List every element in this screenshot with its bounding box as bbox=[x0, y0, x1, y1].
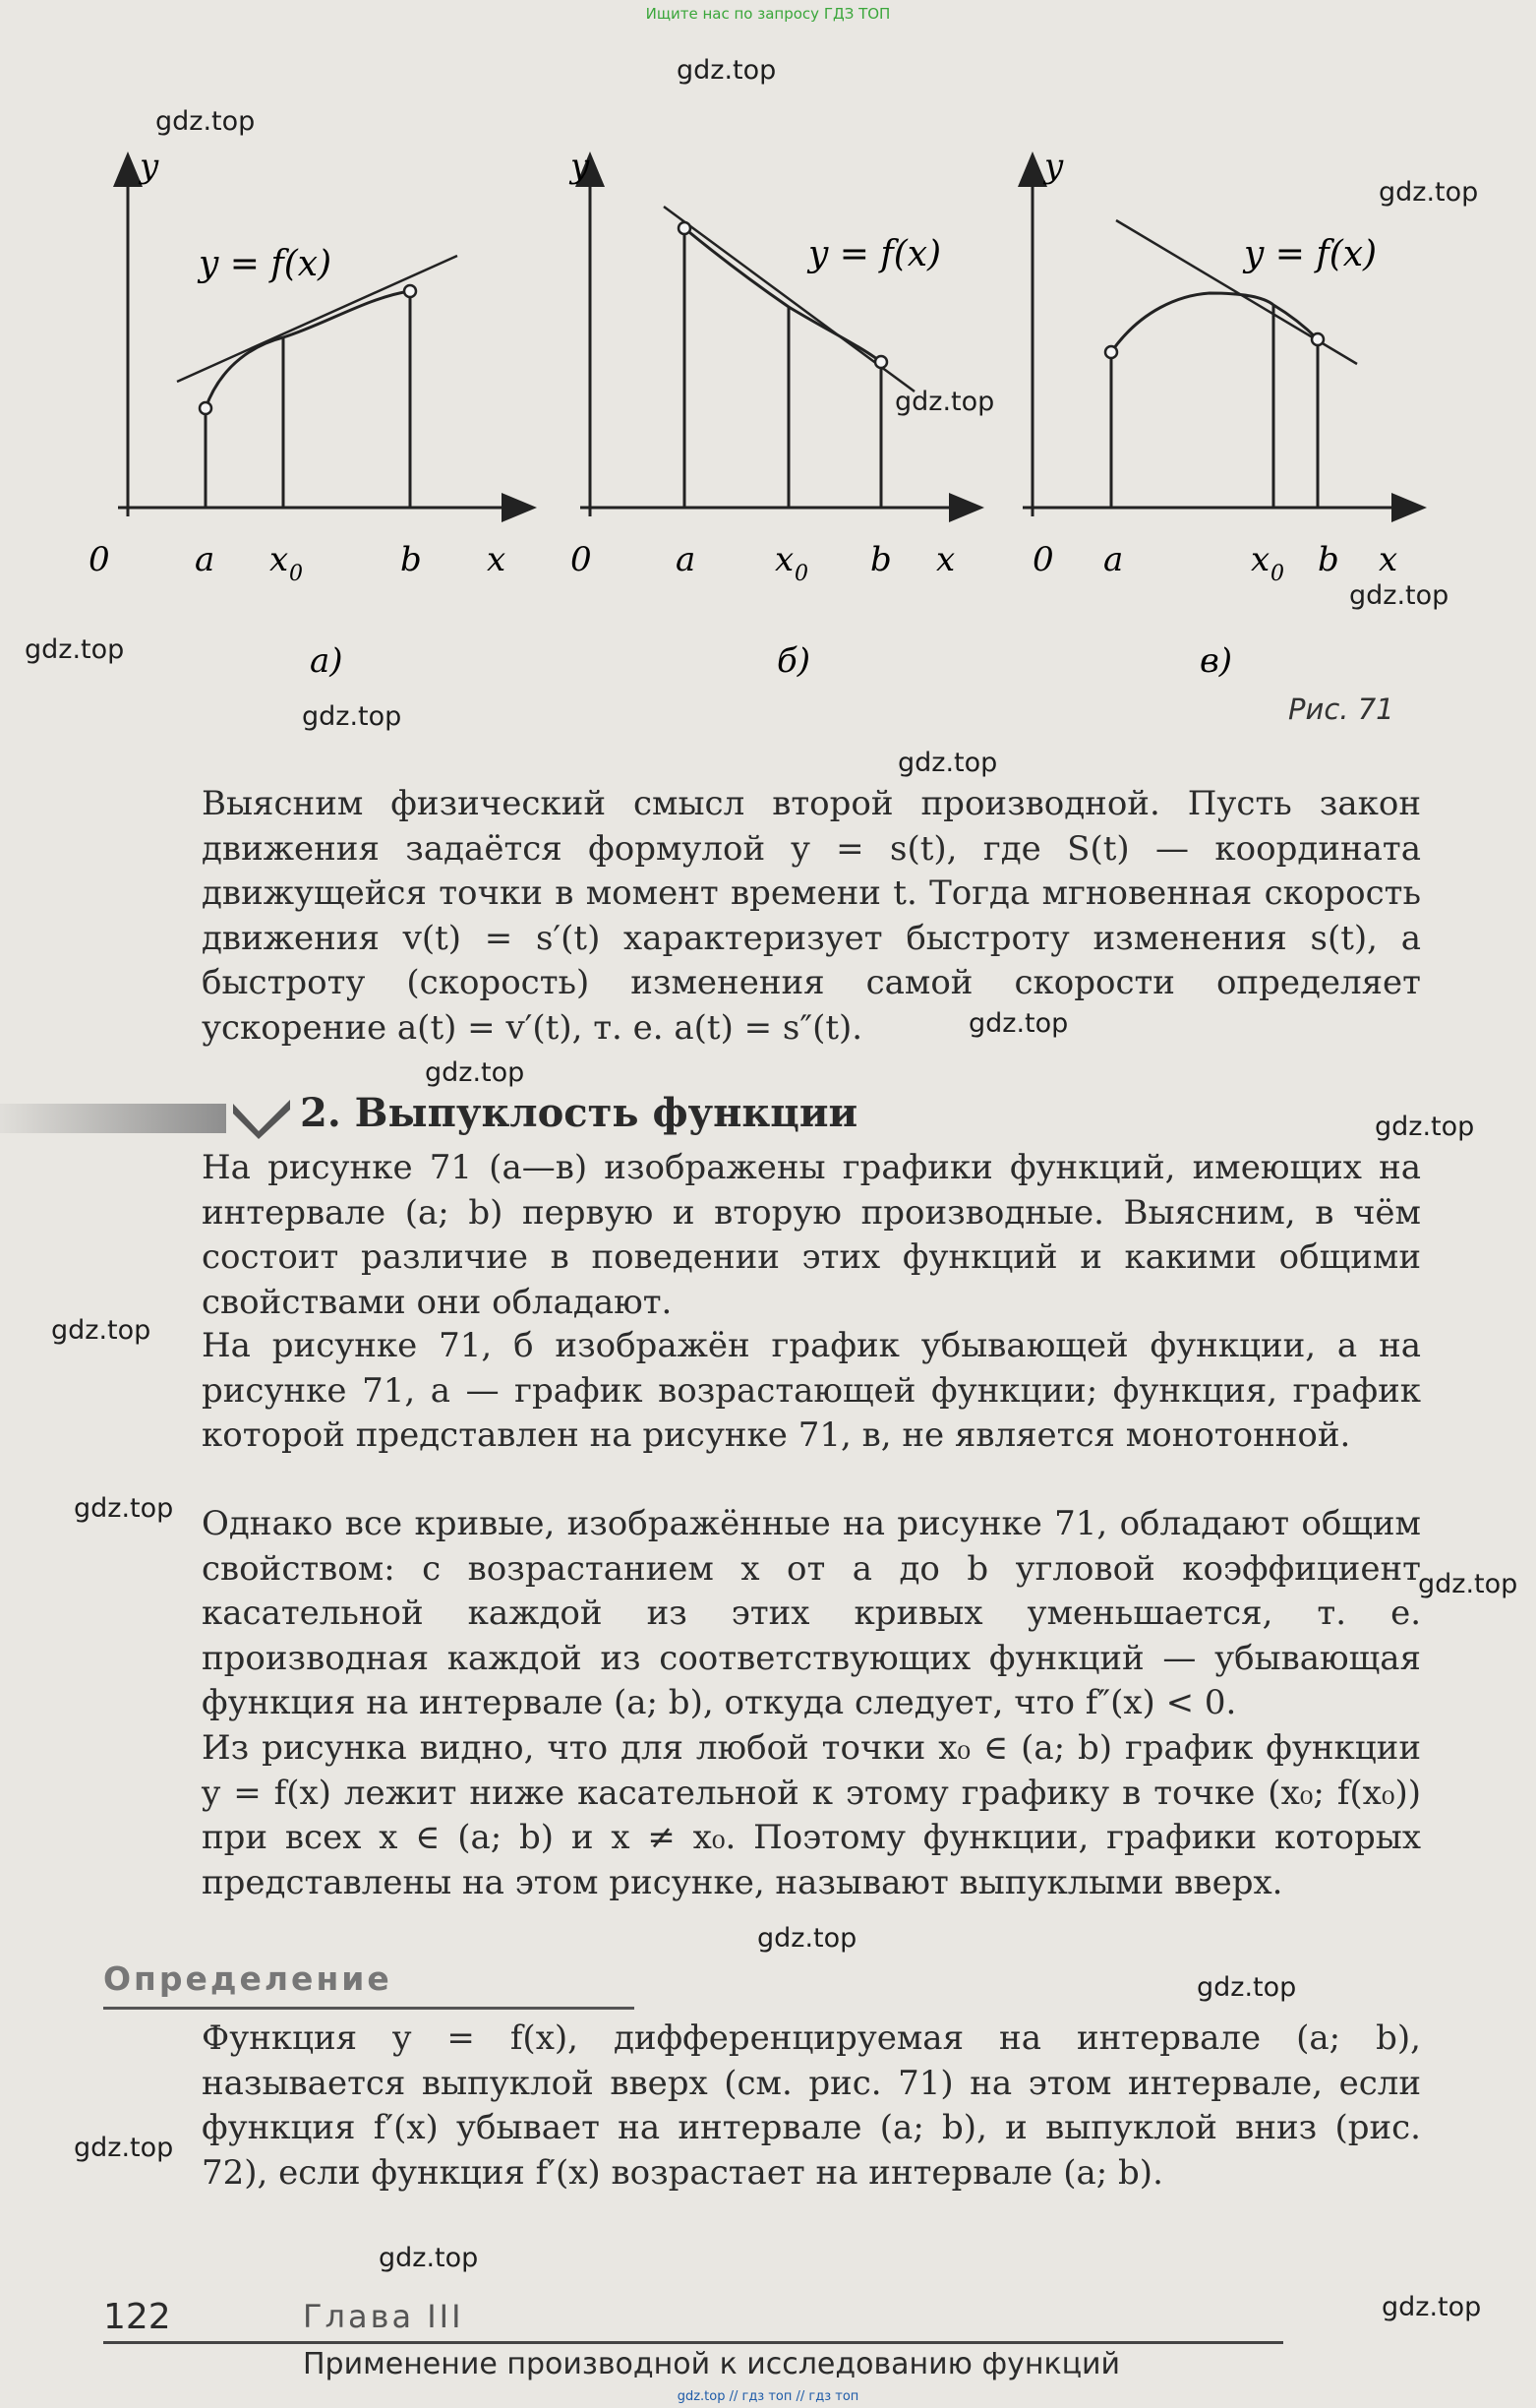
definition-rule bbox=[103, 2007, 634, 2010]
fig-c-a: a bbox=[1103, 540, 1124, 579]
paragraph-common-property bbox=[202, 1502, 1421, 1726]
fig-a-label: а) bbox=[310, 641, 343, 681]
watermark: gdz.top bbox=[1375, 1112, 1475, 1142]
definition-text bbox=[202, 2017, 1421, 2196]
watermark: gdz.top bbox=[677, 55, 777, 86]
bottom-banner[interactable]: gdz.top // гдз топ // гдз топ bbox=[677, 2389, 859, 2404]
watermark: gdz.top bbox=[1382, 2292, 1482, 2322]
fig-b-x-label: x bbox=[936, 540, 956, 579]
section-title: 2. Выпуклость функции bbox=[300, 1090, 858, 1136]
watermark: gdz.top bbox=[1349, 580, 1449, 611]
watermark: gdz.top bbox=[1418, 1569, 1518, 1599]
paragraph-figures bbox=[202, 1146, 1421, 1325]
definition-body: Функция y = f(x), дифференцируемая на интервале (a; b), называется выпуклой вверх (см. рис. 71) на этом интервале, если функция f′(x) убывает на интервале (a; b), и выпуклой вниз (рис. 72), если функция f′(x) возрастает на интервале (a; b). bbox=[202, 2018, 1421, 2193]
para5-text: Из рисунка видно, что для любой точки x₀ ∈ (a; b) график функции y = f(x) лежит ниже касательной к этому графику в точке (x₀; f(x₀)) при всех x ∈ (a; b) и x ≠ x₀. Поэтому функции, графики которых представлены на этом рисунке, называют выпуклыми вверх. bbox=[202, 1728, 1421, 1902]
para1-text: Выясним физический смысл второй производной. Пусть закон движения задаётся формулой y = s(t), где S(t) — координата движущейся точки в момент времени t. Тогда мгновенная скорость движения v(t) = s′(t) характеризует быстроту изменения s(t), а быстроту (скорость) изменения самой скорости определяет ускорение a(t) = v′(t), т. е. a(t) = s″(t). bbox=[202, 784, 1421, 1048]
figure-71 bbox=[89, 128, 1465, 689]
fig-b-y-label: y bbox=[570, 147, 590, 186]
fig-a-func: y = f(x) bbox=[199, 244, 332, 284]
page-number: 122 bbox=[103, 2297, 171, 2337]
para4-text: Однако все кривые, изображённые на рисунке 71, обладают общим свойством: с возрастанием x от a до b угловой коэффициент касательной каждой из этих кривых уменьшается, т. е. производная каждой из соответствующих функций — убывающая функция на интервале (a; b), откуда следует, что f″(x) < 0. bbox=[202, 1504, 1421, 1722]
watermark: gdz.top bbox=[425, 1057, 525, 1088]
watermark: gdz.top bbox=[895, 387, 995, 417]
fig-a-x0-sub: 0 bbox=[289, 562, 303, 586]
figure-caption: Рис. 71 bbox=[1288, 692, 1394, 726]
fig-c-x0-sub: 0 bbox=[1270, 562, 1284, 586]
chapter-title: Применение производной к исследованию функций bbox=[303, 2347, 1120, 2381]
figure-a bbox=[89, 147, 531, 681]
fig-a-y-label: y bbox=[140, 147, 159, 186]
fig-b-x0: x bbox=[775, 540, 795, 579]
fig-b-b: b bbox=[870, 540, 892, 579]
watermark: gdz.top bbox=[74, 2133, 174, 2163]
chapter-label: Глава III bbox=[303, 2298, 464, 2335]
watermark: gdz.top bbox=[379, 2243, 479, 2273]
fig-c-b: b bbox=[1318, 540, 1339, 579]
watermark: gdz.top bbox=[302, 701, 402, 732]
section-heading bbox=[0, 1090, 1278, 1147]
fig-c-func: y = f(x) bbox=[1244, 234, 1378, 274]
fig-a-x-label: x bbox=[487, 540, 506, 579]
paragraph-monotonic bbox=[202, 1324, 1421, 1459]
fig-b-func: y = f(x) bbox=[808, 234, 942, 274]
fig-b-label: б) bbox=[777, 641, 811, 681]
para3-text: На рисунке 71, б изображён график убывающей функции, а на рисунке 71, а — график возрастающей функции; функция, график которой представлен на рисунке 71, в, не является монотонной. bbox=[202, 1326, 1421, 1455]
fig-b-a: a bbox=[676, 540, 696, 579]
fig-c-label: в) bbox=[1200, 641, 1233, 681]
fig-a-a: a bbox=[195, 540, 215, 579]
watermark: gdz.top bbox=[1197, 1972, 1297, 2003]
section-bar-decoration bbox=[0, 1104, 226, 1133]
check-icon bbox=[231, 1096, 292, 1139]
fig-a-b: b bbox=[400, 540, 422, 579]
paragraph-below-tangent bbox=[202, 1726, 1421, 1905]
footer-rule bbox=[103, 2341, 1283, 2344]
fig-c-x0: x bbox=[1251, 540, 1270, 579]
definition-heading: Определение bbox=[103, 1959, 392, 1998]
fig-a-origin: 0 bbox=[89, 540, 110, 579]
watermark: gdz.top bbox=[74, 1493, 174, 1524]
para2-text: На рисунке 71 (а—в) изображены графики функций, имеющих на интервале (a; b) первую и вторую производные. Выясним, в чём состоит различие в поведении этих функций и какими общими свойствами они обладают. bbox=[202, 1148, 1421, 1322]
fig-b-x0-sub: 0 bbox=[795, 562, 808, 586]
watermark: gdz.top bbox=[969, 1008, 1069, 1039]
watermark: gdz.top bbox=[25, 634, 125, 665]
watermark: gdz.top bbox=[1379, 177, 1479, 208]
fig-c-origin: 0 bbox=[1033, 540, 1054, 579]
fig-b-origin: 0 bbox=[570, 540, 592, 579]
watermark: gdz.top bbox=[898, 748, 998, 778]
top-banner[interactable]: Ищите нас по запросу ГДЗ ТОП bbox=[645, 5, 891, 23]
fig-c-y-label: y bbox=[1044, 147, 1064, 186]
fig-c-x-label: x bbox=[1379, 540, 1398, 579]
watermark: gdz.top bbox=[51, 1315, 151, 1346]
paragraph-physical-meaning bbox=[202, 782, 1421, 1051]
fig-a-x0: x bbox=[269, 540, 289, 579]
watermark: gdz.top bbox=[155, 106, 256, 137]
watermark: gdz.top bbox=[757, 1923, 857, 1954]
